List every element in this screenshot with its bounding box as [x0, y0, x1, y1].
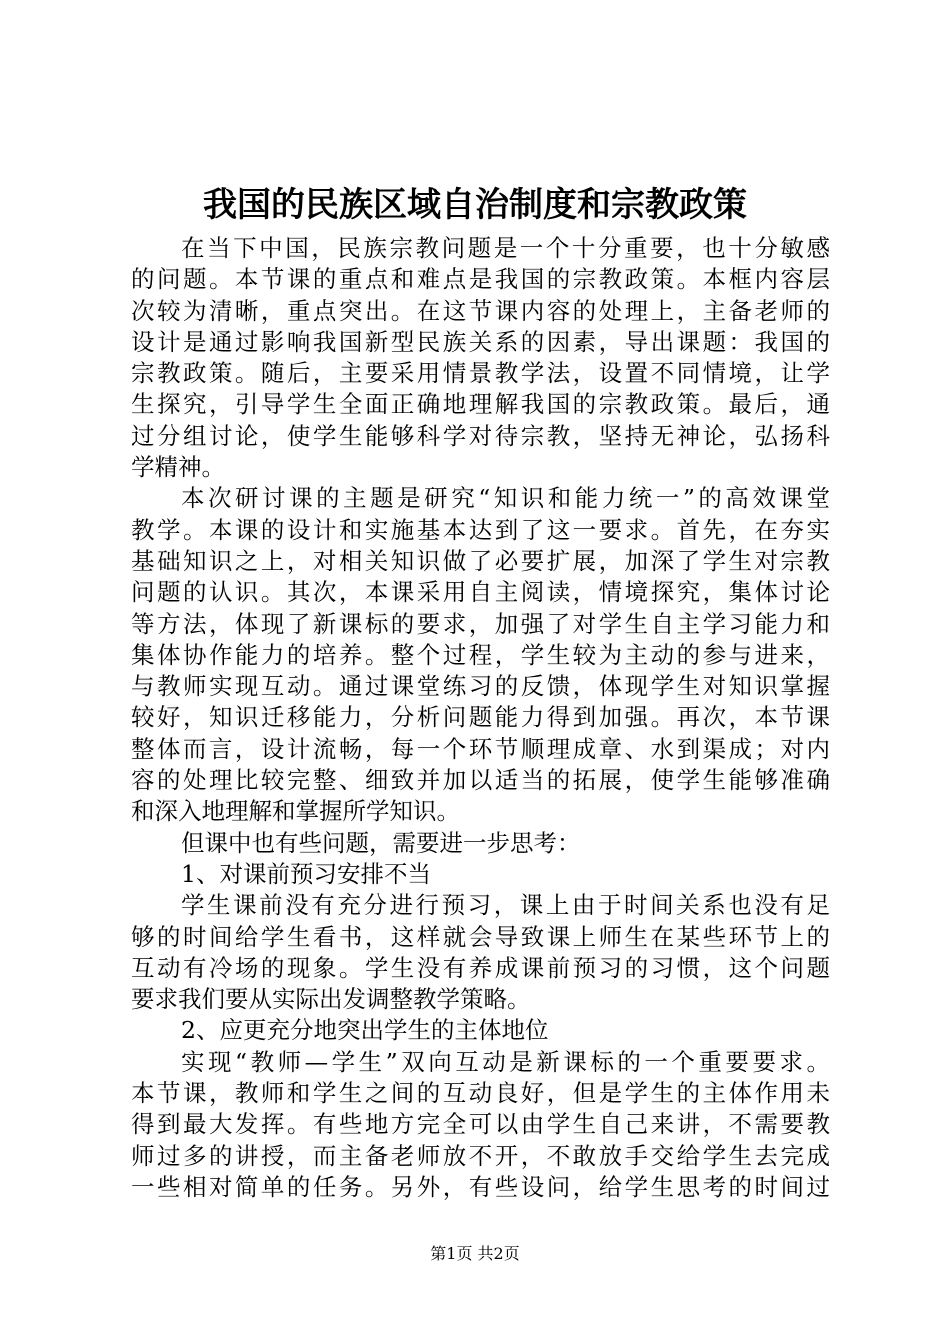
text-line: 师过多的讲授，而主备老师放不开，不敢放手交给学生去完成 [131, 1141, 830, 1170]
page-footer: 第1页 共2页 [430, 1244, 520, 1263]
text-line: 1、对课前预习安排不当 [181, 859, 431, 888]
text-line: 实现“教师—学生”双向互动是新课标的一个重要要求。 [181, 1047, 830, 1076]
text-line: 基础知识之上，对相关知识做了必要扩展，加深了学生对宗教 [131, 546, 830, 575]
text-line: 2、应更充分地突出学生的主体地位 [181, 1016, 549, 1045]
text-line: 的问题。本节课的重点和难点是我国的宗教政策。本框内容层 [131, 265, 830, 294]
document-body [131, 233, 830, 1203]
text-line: 宗教政策。随后，主要采用情景教学法，设置不同情境，让学 [131, 359, 830, 388]
text-line: 整体而言，设计流畅，每一个环节顺理成章、水到渠成；对内 [131, 734, 830, 763]
text-line: 生探究，引导学生全面正确地理解我国的宗教政策。最后，通 [131, 390, 830, 419]
document-title: 我国的民族区域自治制度和宗教政策 [203, 185, 747, 225]
text-line: 较好，知识迁移能力，分析问题能力得到加强。再次，本节课 [131, 703, 830, 732]
text-line: 本次研讨课的主题是研究“知识和能力统一”的高效课堂 [181, 484, 830, 513]
text-line: 得到最大发挥。有些地方完全可以由学生自己来讲，不需要教 [131, 1110, 830, 1139]
text-line: 学生课前没有充分进行预习，课上由于时间关系也没有足 [181, 891, 830, 920]
text-line: 次较为清晰，重点突出。在这节课内容的处理上，主备老师的 [131, 296, 830, 325]
text-line: 学精神。 [131, 453, 225, 482]
text-line: 与教师实现互动。通过课堂练习的反馈，体现学生对知识掌握 [131, 672, 830, 701]
text-line: 本节课，教师和学生之间的互动良好，但是学生的主体作用未 [131, 1079, 830, 1108]
text-line: 在当下中国，民族宗教问题是一个十分重要，也十分敏感 [181, 234, 830, 262]
text-line: 和深入地理解和掌握所学知识。 [131, 797, 460, 826]
text-line: 教学。本课的设计和实施基本达到了这一要求。首先，在夯实 [131, 515, 830, 544]
text-line: 要求我们要从实际出发调整教学策略。 [131, 985, 531, 1014]
text-line: 过分组讨论，使学生能够科学对待宗教，坚持无神论，弘扬科 [131, 421, 830, 450]
text-line: 等方法，体现了新课标的要求，加强了对学生自主学习能力和 [131, 609, 830, 638]
text-line: 够的时间给学生看书，这样就会导致课上师生在某些环节上的 [131, 922, 830, 951]
text-line: 容的处理比较完整、细致并加以适当的拓展，使学生能够准确 [131, 766, 830, 795]
text-line: 设计是通过影响我国新型民族关系的因素，导出课题：我国的 [131, 327, 830, 356]
text-line: 问题的认识。其次，本课采用自主阅读，情境探究，集体讨论 [131, 578, 830, 607]
text-line: 但课中也有些问题，需要进一步思考： [181, 828, 581, 857]
text-line: 互动有冷场的现象。学生没有养成课前预习的习惯，这个问题 [131, 953, 830, 982]
text-line: 一些相对简单的任务。另外，有些设问，给学生思考的时间过 [131, 1172, 830, 1201]
text-line: 集体协作能力的培养。整个过程，学生较为主动的参与进来， [131, 640, 830, 669]
